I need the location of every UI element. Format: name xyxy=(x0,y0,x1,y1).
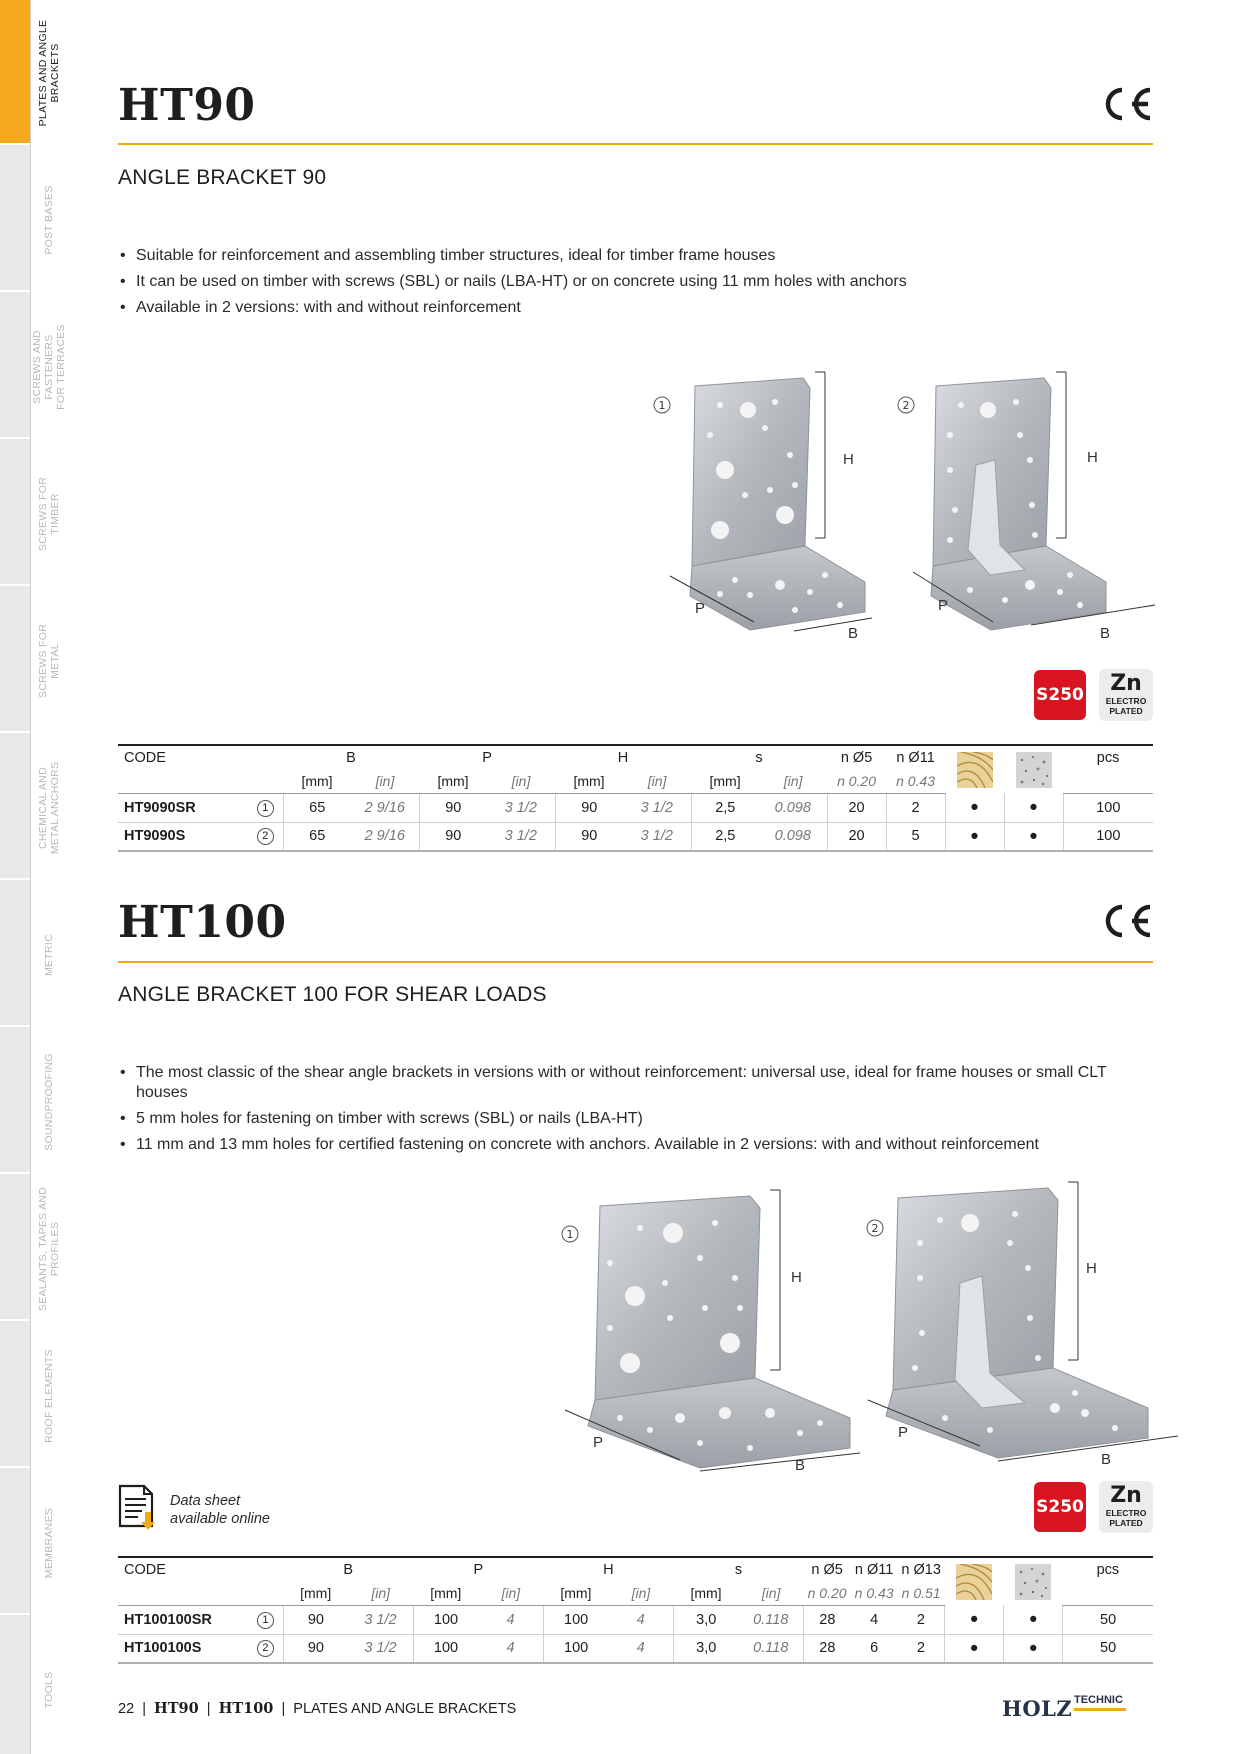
datasheet-download-icon[interactable] xyxy=(118,1484,158,1532)
bracket-2-drawing xyxy=(898,372,1155,642)
side-label-metal-screws[interactable]: SCREWS FOR METAL xyxy=(37,623,61,698)
cell-h-mm: 100 xyxy=(543,1605,608,1634)
cell-p-mm: 100 xyxy=(413,1605,478,1634)
timber-icon xyxy=(956,1564,992,1600)
col-h: H xyxy=(543,1557,673,1582)
col-b: B xyxy=(283,745,419,770)
unit-mm: [mm] xyxy=(283,1582,348,1605)
cell-p-mm: 90 xyxy=(419,793,487,822)
figure-marker: 2 xyxy=(902,399,910,412)
footer-separator: | xyxy=(281,1701,286,1717)
logo-brand: HOLZ xyxy=(1002,1696,1073,1721)
table-row xyxy=(118,793,1153,822)
dimension-label: H xyxy=(1086,1260,1097,1277)
col-pcs: pcs xyxy=(1063,745,1153,770)
cell-p-in: 3 1/2 xyxy=(487,793,555,822)
cell-p-mm: 90 xyxy=(419,822,487,851)
unit-in: [in] xyxy=(739,1582,804,1605)
col-concrete xyxy=(1004,745,1063,793)
cell-p-in: 4 xyxy=(478,1634,543,1663)
cell-s-mm: 3,0 xyxy=(673,1634,738,1663)
side-tab-roof[interactable] xyxy=(0,1323,30,1468)
side-tab-metal-screws[interactable] xyxy=(0,588,30,733)
row-code: HT9090SR xyxy=(118,793,248,822)
page-number: 22 xyxy=(118,1701,135,1717)
ht90-bracket-illustration xyxy=(650,360,1170,650)
cell-h-in: 4 xyxy=(608,1634,673,1663)
cell-b-mm: 90 xyxy=(283,1634,348,1663)
side-label-membranes[interactable]: MEMBRANES xyxy=(43,1507,55,1578)
table-row xyxy=(118,822,1153,851)
row-code: HT9090S xyxy=(118,822,248,851)
coating-note: ELECTRO PLATED xyxy=(1105,696,1147,716)
side-label-plates[interactable]: PLATES AND ANGLE BRACKETS xyxy=(37,19,61,126)
zinc-coating-badge xyxy=(1099,669,1153,721)
cell-p-in: 4 xyxy=(478,1605,543,1634)
dimension-label: H xyxy=(1087,449,1098,466)
side-tab-anchors[interactable] xyxy=(0,735,30,880)
concrete-icon xyxy=(1015,1564,1051,1600)
cell-n5: 28 xyxy=(804,1605,851,1634)
footer-code-ht100: HT100 xyxy=(218,1700,274,1717)
cell-h-in: 4 xyxy=(608,1605,673,1634)
unit-n5: n 0.20 xyxy=(804,1582,851,1605)
cell-n13: 2 xyxy=(898,1634,945,1663)
cell-pcs: 100 xyxy=(1063,822,1153,851)
row-marker: 2 xyxy=(257,828,274,845)
side-label-metric[interactable]: METRIC xyxy=(43,933,55,976)
section-rule xyxy=(118,961,1153,963)
side-label-sealants[interactable]: SEALANTS, TAPES AND PROFILES xyxy=(37,1186,61,1311)
cell-pcs: 100 xyxy=(1063,793,1153,822)
cell-p-mm: 100 xyxy=(413,1634,478,1663)
table-row xyxy=(118,1605,1153,1634)
col-n13: n Ø13 xyxy=(898,1557,945,1582)
cell-h-mm: 100 xyxy=(543,1634,608,1663)
unit-mm: [mm] xyxy=(673,1582,738,1605)
zinc-coating-badge xyxy=(1099,1481,1153,1533)
side-label-roof[interactable]: ROOF ELEMENTS xyxy=(43,1348,55,1443)
dimension-label: B xyxy=(848,625,859,642)
table-row xyxy=(118,1634,1153,1663)
dimension-label: P xyxy=(938,597,949,614)
datasheet-text[interactable] xyxy=(170,1492,270,1528)
cell-n5: 20 xyxy=(827,822,886,851)
cell-concrete: ● xyxy=(1004,1634,1063,1663)
figure-marker: 1 xyxy=(566,1228,574,1241)
dimension-label: B xyxy=(1101,1451,1112,1468)
dimension-label: P xyxy=(898,1424,909,1441)
side-tab-metric[interactable] xyxy=(0,882,30,1027)
section-rule xyxy=(118,143,1153,145)
figure-marker: 1 xyxy=(658,399,666,412)
coating-symbol: Zn xyxy=(1110,671,1142,696)
col-code: CODE xyxy=(118,745,283,770)
col-n11: n Ø11 xyxy=(886,745,945,770)
side-tab-membranes[interactable] xyxy=(0,1470,30,1615)
unit-mm: [mm] xyxy=(555,770,623,793)
side-tab-plates[interactable] xyxy=(0,0,30,145)
unit-in: [in] xyxy=(759,770,827,793)
dimension-label: B xyxy=(1100,625,1111,642)
feature-list-ht90 xyxy=(118,246,1158,324)
cell-s-mm: 3,0 xyxy=(673,1605,738,1634)
cell-s-in: 0.118 xyxy=(739,1634,804,1663)
cell-b-in: 2 9/16 xyxy=(351,793,419,822)
footer-code-ht90: HT90 xyxy=(154,1700,199,1717)
cell-b-mm: 65 xyxy=(283,793,351,822)
cell-timber: ● xyxy=(945,1634,1004,1663)
concrete-icon xyxy=(1016,752,1052,788)
cell-n11: 6 xyxy=(851,1634,898,1663)
cell-s-in: 0.098 xyxy=(759,793,827,822)
col-p: P xyxy=(413,1557,543,1582)
unit-n11: n 0.43 xyxy=(851,1582,898,1605)
feature-item: • 5 mm holes for fastening on timber with screws (SBL) or nails (LBA-HT) xyxy=(118,1109,1158,1129)
cell-pcs: 50 xyxy=(1063,1605,1153,1634)
product-subtitle-ht90: ANGLE BRACKET 90 xyxy=(118,166,327,189)
datasheet-line-2: available online xyxy=(170,1511,270,1527)
col-p: P xyxy=(419,745,555,770)
row-marker: 2 xyxy=(257,1640,274,1657)
unit-in: [in] xyxy=(487,770,555,793)
datasheet-link[interactable] xyxy=(118,1484,318,1534)
dimension-label: P xyxy=(593,1434,604,1451)
side-label-tools[interactable]: TOOLS xyxy=(43,1671,55,1708)
col-timber xyxy=(945,745,1004,793)
bracket-1-drawing xyxy=(562,1190,860,1474)
col-n11: n Ø11 xyxy=(851,1557,898,1582)
cell-n11: 2 xyxy=(886,793,945,822)
feature-list-ht100 xyxy=(118,1063,1158,1161)
side-tab-tools[interactable] xyxy=(0,1617,30,1754)
cell-timber: ● xyxy=(945,822,1004,851)
coating-symbol: Zn xyxy=(1110,1483,1142,1508)
bracket-2-drawing xyxy=(867,1182,1178,1468)
feature-item: • Suitable for reinforcement and assembling timber structures, ideal for timber frame houses xyxy=(118,246,1158,266)
dimension-label: H xyxy=(791,1269,802,1286)
footer-section: PLATES AND ANGLE BRACKETS xyxy=(293,1701,517,1717)
cell-pcs: 50 xyxy=(1063,1634,1153,1663)
feature-item: • 11 mm and 13 mm holes for certified fastening on concrete with anchors. Available in 2 versions: with and without reinforcement xyxy=(118,1135,1158,1155)
col-concrete xyxy=(1004,1557,1063,1605)
product-title-ht90: HT90 xyxy=(118,80,256,131)
dimension-label: H xyxy=(843,451,854,468)
cell-concrete: ● xyxy=(1004,1605,1063,1634)
ce-mark-icon xyxy=(1100,84,1154,124)
side-tab-sealants[interactable] xyxy=(0,1176,30,1321)
cell-p-in: 3 1/2 xyxy=(487,822,555,851)
row-marker: 1 xyxy=(257,1612,274,1629)
side-tab-terrace-screws[interactable] xyxy=(0,294,30,439)
col-s: s xyxy=(691,745,827,770)
unit-in: [in] xyxy=(608,1582,673,1605)
ht100-bracket-illustration xyxy=(550,1168,1180,1478)
footer-separator: | xyxy=(142,1701,146,1717)
col-n5: n Ø5 xyxy=(827,745,886,770)
feature-item: • The most classic of the shear angle brackets in versions with or without reinforcement: universal use, ideal for frame houses or small CLT houses xyxy=(118,1063,1158,1103)
unit-mm: [mm] xyxy=(283,770,351,793)
logo-accent-bar xyxy=(1074,1708,1126,1711)
cell-n5: 28 xyxy=(804,1634,851,1663)
side-tab-soundproofing[interactable] xyxy=(0,1029,30,1174)
unit-in: [in] xyxy=(478,1582,543,1605)
unit-in: [in] xyxy=(351,770,419,793)
cell-s-mm: 2,5 xyxy=(691,822,759,851)
cell-h-mm: 90 xyxy=(555,793,623,822)
side-label-post-bases[interactable]: POST BASES xyxy=(43,184,55,255)
cell-h-in: 3 1/2 xyxy=(623,822,691,851)
unit-in: [in] xyxy=(623,770,691,793)
side-label-soundproofing[interactable]: SOUNDPROOFING xyxy=(43,1052,55,1151)
cell-s-in: 0.098 xyxy=(759,822,827,851)
datasheet-line-1: Data sheet xyxy=(170,1493,241,1509)
holz-technic-logo xyxy=(1002,1694,1132,1726)
product-title-ht100: HT100 xyxy=(118,897,287,948)
side-label-anchors[interactable]: CHEMICAL AND METAL ANCHORS xyxy=(37,761,61,854)
col-s: s xyxy=(673,1557,803,1582)
cell-h-mm: 90 xyxy=(555,822,623,851)
row-marker: 1 xyxy=(257,800,274,817)
cell-s-in: 0.118 xyxy=(739,1605,804,1634)
table-header-row xyxy=(118,1557,1153,1582)
col-b: B xyxy=(283,1557,413,1582)
spec-table-ht100 xyxy=(118,1556,1153,1664)
cell-concrete: ● xyxy=(1004,793,1063,822)
side-label-timber-screws[interactable]: SCREWS FOR TIMBER xyxy=(37,476,61,551)
logo-sub: TECHNIC xyxy=(1074,1694,1123,1706)
cell-timber: ● xyxy=(945,793,1004,822)
unit-mm: [mm] xyxy=(413,1582,478,1605)
cell-b-in: 3 1/2 xyxy=(348,1605,413,1634)
unit-mm: [mm] xyxy=(543,1582,608,1605)
row-code: HT100100SR xyxy=(118,1605,248,1634)
dimension-label: B xyxy=(795,1457,806,1474)
col-code: CODE xyxy=(118,1557,283,1582)
unit-mm: [mm] xyxy=(691,770,759,793)
cell-n11: 5 xyxy=(886,822,945,851)
unit-mm: [mm] xyxy=(419,770,487,793)
side-tab-timber-screws[interactable] xyxy=(0,441,30,586)
steel-grade-badge: S250 xyxy=(1034,1482,1086,1532)
cell-b-in: 2 9/16 xyxy=(351,822,419,851)
footer-separator: | xyxy=(206,1701,211,1717)
side-label-terrace-screws[interactable]: SCREWS AND FASTENERS FOR TERRACES xyxy=(31,323,67,410)
row-code: HT100100S xyxy=(118,1634,248,1663)
timber-icon xyxy=(957,752,993,788)
cell-n5: 20 xyxy=(827,793,886,822)
unit-in: [in] xyxy=(348,1582,413,1605)
col-pcs: pcs xyxy=(1063,1557,1153,1582)
product-subtitle-ht100: ANGLE BRACKET 100 FOR SHEAR LOADS xyxy=(118,983,547,1006)
unit-n13: n 0.51 xyxy=(898,1582,945,1605)
feature-item: • Available in 2 versions: with and without reinforcement xyxy=(118,298,1158,318)
cell-b-in: 3 1/2 xyxy=(348,1634,413,1663)
dimension-label: P xyxy=(695,600,706,617)
figure-marker: 2 xyxy=(871,1222,879,1235)
col-timber xyxy=(945,1557,1004,1605)
spec-table-ht90 xyxy=(118,744,1153,852)
unit-n5: n 0.20 xyxy=(827,770,886,793)
col-n5: n Ø5 xyxy=(804,1557,851,1582)
table-header-row xyxy=(118,745,1153,770)
coating-note: ELECTRO PLATED xyxy=(1105,1508,1147,1528)
cell-n13: 2 xyxy=(898,1605,945,1634)
cell-h-in: 3 1/2 xyxy=(623,793,691,822)
steel-grade-badge: S250 xyxy=(1034,670,1086,720)
cell-b-mm: 90 xyxy=(283,1605,348,1634)
side-tab-post-bases[interactable] xyxy=(0,147,30,292)
bracket-1-drawing xyxy=(654,372,872,642)
cell-s-mm: 2,5 xyxy=(691,793,759,822)
cell-n11: 4 xyxy=(851,1605,898,1634)
unit-n11: n 0.43 xyxy=(886,770,945,793)
feature-item: • It can be used on timber with screws (SBL) or nails (LBA-HT) or on concrete using 11 mm holes with anchors xyxy=(118,272,1158,292)
cell-concrete: ● xyxy=(1004,822,1063,851)
cell-timber: ● xyxy=(945,1605,1004,1634)
page-footer xyxy=(118,1700,516,1717)
col-h: H xyxy=(555,745,691,770)
ce-mark-icon xyxy=(1100,901,1154,941)
cell-b-mm: 65 xyxy=(283,822,351,851)
